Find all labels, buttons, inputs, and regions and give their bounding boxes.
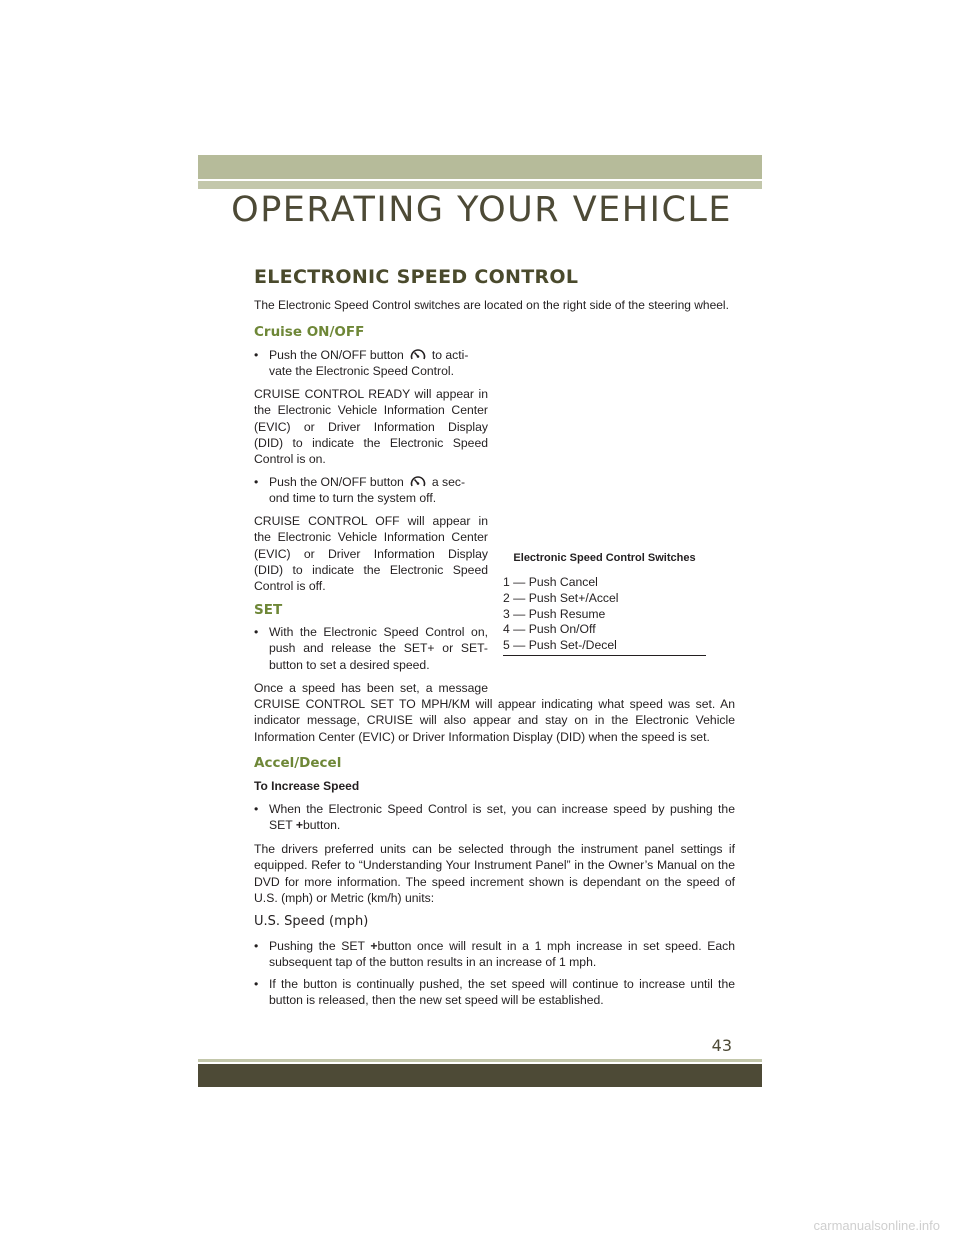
cruise-bullet-1: • Push the ON/OFF button to acti- vate the Electronic Speed Control. (254, 348, 469, 379)
bullet-glyph: • (254, 348, 259, 362)
set-bullet: • With the Electronic Speed Control on, push and release the SET+ or SET- button to set a desired speed. (254, 625, 488, 672)
figure-legend (503, 575, 619, 654)
footer-bar (198, 1064, 762, 1087)
page-number: 43 (711, 1036, 732, 1055)
set-paragraph-line-1: Once a speed has been set, a message (254, 681, 488, 695)
cruise-paragraph-1: CRUISE CONTROL READY will appear in the Electronic Vehicle Information Center (EVIC) or Driver Information Display (DID) to indicate the Electronic Speed Control is on. (254, 387, 488, 467)
watermark: carmanualsonline.info (813, 1218, 940, 1233)
intro-text: The Electronic Speed Control switches are located on the right side of the steering wheel. (254, 298, 729, 312)
header-bar (198, 155, 762, 179)
heading-set: SET (254, 602, 283, 618)
units-paragraph: The drivers preferred units can be selected through the instrument panel settings if equipped. Refer to “Understanding Your Instrument Panel” in the Owner’s Manual on the DVD for more information. The speed increment shown is dependant on the speed of U.S. (mph) or Metric (km/h) units: (254, 842, 735, 905)
heading-us-speed: U.S. Speed (mph) (254, 914, 369, 929)
legend-item: 3 — Push Resume (503, 606, 606, 621)
bullet-glyph: • (254, 625, 259, 639)
legend-item: 1 — Push Cancel (503, 575, 598, 589)
section-title: OPERATING YOUR VEHICLE (231, 190, 732, 230)
legend-rule (503, 655, 706, 656)
cruise-paragraph-2: CRUISE CONTROL OFF will appear in the Electronic Vehicle Information Center (EVIC) or Driver Information Display (DID) to indicate the Electronic Speed Control is off. (254, 514, 488, 594)
bullet-glyph: • (254, 977, 259, 991)
subheading-increase-speed: To Increase Speed (254, 779, 360, 793)
accel-bullet: • When the Electronic Speed Control is set, you can increase speed by pushing the SET +button. (254, 802, 735, 833)
heading-accel-decel: Accel/Decel (254, 755, 342, 771)
cruise-bullet-2: • Push the ON/OFF button a sec- ond time to turn the system off. (254, 475, 466, 506)
cruise-control-icon (404, 347, 432, 361)
set-paragraph: CRUISE CONTROL SET TO MPH/KM will appear indicating what speed was set. An indicator message, CRUISE will also appear and stay on in the Electronic Vehicle Information Center (EVIC) or Driver Information Display (DID) when the speed is set. (254, 697, 735, 744)
bullet-glyph: • (254, 802, 259, 816)
us-bullet-1: • Pushing the SET +button once will result in a 1 mph increase in set speed. Each subsequent tap of the button results in an increase of 1 mph. (254, 939, 736, 970)
cruise-control-icon (404, 474, 432, 488)
bullet-glyph: • (254, 939, 259, 953)
legend-item: 2 — Push Set+/Accel (503, 590, 619, 605)
us-bullet-2: • If the button is continually pushed, the set speed will continue to increase until the button is released, then the new set speed will be established. (254, 977, 735, 1008)
page-title: ELECTRONIC SPEED CONTROL (254, 266, 579, 288)
figure-caption: Electronic Speed Control Switches (513, 552, 696, 564)
bullet-glyph: • (254, 475, 259, 489)
footer-rule (198, 1059, 762, 1062)
legend-item: 4 — Push On/Off (503, 622, 596, 637)
legend-item: 5 — Push Set-/Decel (503, 638, 617, 653)
heading-cruise-on-off: Cruise ON/OFF (254, 324, 365, 340)
header-rule (198, 181, 762, 189)
